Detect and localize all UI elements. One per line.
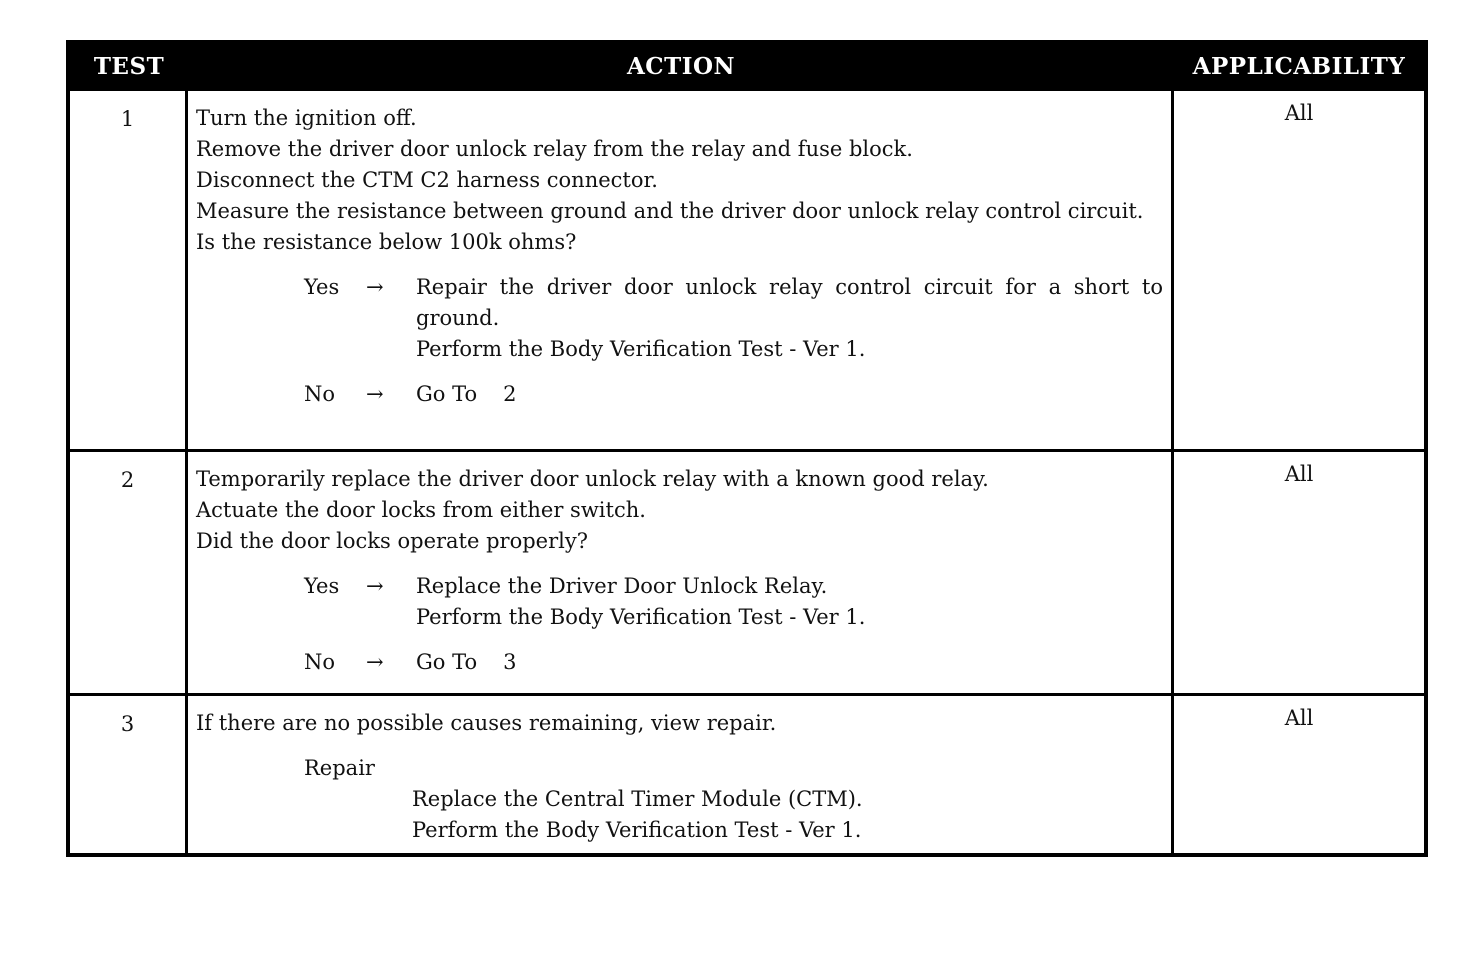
yes-label: Yes [304,275,340,299]
header-action: ACTION [626,52,736,80]
action-cell [188,696,1174,853]
step-text: Actuate the door locks from either switch. [196,498,646,522]
no-answer [196,647,1163,678]
test-number: 2 [70,452,188,693]
repair-label: Repair [304,756,375,780]
no-label: No [304,650,336,674]
applicability-value: All [1284,706,1314,730]
right-arrow-icon: → [366,650,384,674]
repair-action-text: Perform the Body Verification Test - Ver 1. [412,818,862,842]
goto-text: Go To [416,382,478,406]
test-number: 3 [70,696,188,853]
header-applicability: APPLICABILITY [1192,52,1406,80]
step-text: Is the resistance below 100k ohms? [196,230,577,254]
yes-answer [196,272,1163,365]
step-text: If there are no possible causes remaining, view repair. [196,711,777,735]
step-text: Turn the ignition off. [196,106,417,130]
yes-answer [196,571,1163,633]
right-arrow-icon: → [366,574,384,598]
right-arrow-icon: → [366,275,384,299]
step-text: Did the door locks operate properly? [196,529,588,553]
goto-test-link[interactable]: 3 [503,650,517,674]
applicability-value: All [1284,462,1314,486]
yes-action-text: Replace the Driver Door Unlock Relay. [416,574,828,598]
step-text: Disconnect the CTM C2 harness connector. [196,168,658,192]
no-label: No [304,382,336,406]
header-test: TEST [93,52,165,80]
goto-test-link[interactable]: 2 [503,382,517,406]
yes-action-text: Perform the Body Verification Test - Ver 1. [416,337,866,361]
yes-action-text: Perform the Body Verification Test - Ver 1. [416,605,866,629]
table-row [70,449,1424,693]
action-cell [188,452,1174,693]
diagnostic-test-table [66,40,1428,857]
repair-block [196,753,1163,846]
step-text: Remove the driver door unlock relay from the relay and fuse block. [196,137,913,161]
applicability-value: All [1284,101,1314,125]
no-answer [196,379,1163,410]
step-text: Measure the resistance between ground and the driver door unlock relay control circuit. [196,199,1144,223]
repair-action-text: Replace the Central Timer Module (CTM). [412,787,863,811]
goto-text: Go To [416,650,478,674]
right-arrow-icon: → [366,382,384,406]
action-cell [188,91,1174,449]
test-number: 1 [70,91,188,449]
table-header [70,44,1424,88]
table-row [70,693,1424,853]
yes-action-text: Repair the driver door unlock relay control circuit for a short to ground. [416,275,1163,330]
table-row [70,88,1424,449]
step-text: Temporarily replace the driver door unlock relay with a known good relay. [196,467,989,491]
yes-label: Yes [304,574,340,598]
